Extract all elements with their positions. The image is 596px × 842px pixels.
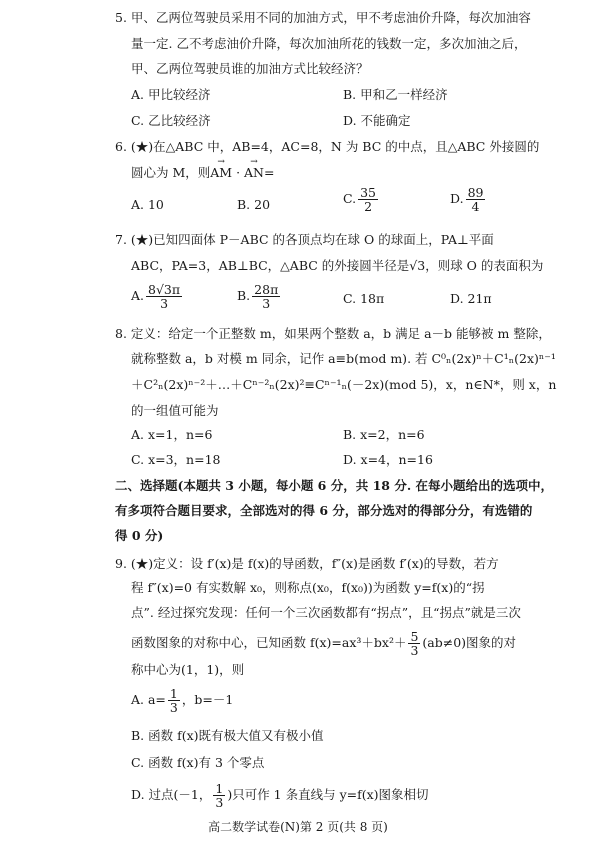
q9-line-3: 点”. 经过探究发现：任何一个三次函数都有“拐点”，且“拐点”就是三次 xyxy=(131,605,521,620)
fraction-numerator: 8√3π xyxy=(148,282,181,297)
q5-option-b: B. 甲和乙一样经济 xyxy=(343,87,448,102)
q5-option-c: C. 乙比较经济 xyxy=(131,113,211,128)
fraction-denominator: 3 xyxy=(160,296,169,311)
vector-am: → AM xyxy=(210,165,232,181)
q6-line-2-text: 圆心为 M，则 xyxy=(131,165,211,180)
fraction-denominator: 3 xyxy=(215,795,224,810)
q5-option-d: D. 不能确定 xyxy=(343,113,411,128)
q9-line-2: 程 f″(x)=0 有实数解 x₀，则称点(x₀，f(x₀))为函数 y=f(x)的“拐 xyxy=(131,580,485,595)
q9-line-4-fraction xyxy=(408,630,420,657)
section-2-heading-line-2: 有多项符合题目要求，全部选对的得 6 分，部分选对的得部分分，有选错的 xyxy=(115,503,533,518)
q9-option-a-tail: ，b=－1 xyxy=(181,692,234,707)
q5-line-3: 甲、乙两位驾驶员谁的加油方式比较经济？ xyxy=(131,61,369,76)
q7-option-c: C. 18π xyxy=(343,291,385,306)
q9-option-d xyxy=(131,782,429,809)
q7-line-1: 7. (★)已知四面体 P－ABC 的各顶点均在球 O 的球面上，PA⊥平面 xyxy=(115,232,494,247)
page-footer: 高二数学试卷(N)第 2 页(共 8 页) xyxy=(208,820,388,834)
q7-option-b xyxy=(237,283,282,310)
q9-line-1: 9. (★)定义：设 f′(x)是 f(x)的导函数，f″(x)是函数 f′(x)的导数，若方 xyxy=(115,556,499,571)
fraction-denominator: 3 xyxy=(262,296,271,311)
q8-option-a: A. x=1，n=6 xyxy=(131,427,213,442)
q8-line-2: 就称整数 a，b 对模 m 同余，记作 a≡b(mod m). 若 C⁰ₙ(2x)ⁿ＋C¹ₙ(2x)ⁿ⁻¹ xyxy=(131,351,556,366)
q9-line-4 xyxy=(131,630,516,657)
q9-option-a-fraction xyxy=(168,687,180,714)
q9-option-d-fraction xyxy=(213,782,225,809)
q6-option-c xyxy=(343,186,380,213)
q5-line-2: 量一定. 乙不考虑油价升降，每次加油所花的钱数一定，多次加油之后， xyxy=(131,36,527,51)
q9-option-b: B. 函数 f(x)既有极大值又有极小值 xyxy=(131,728,324,743)
vector-an: → AN xyxy=(244,165,264,181)
q7-option-b-label: B. xyxy=(237,288,251,303)
q5-option-a: A. 甲比较经济 xyxy=(131,87,211,102)
q9-line-5: 称中心为(1，1)，则 xyxy=(131,662,245,677)
q6-line-1: 6. (★)在△ABC 中，AB=4，AC=8，N 为 BC 的中点，且△ABC 外接圆的 xyxy=(115,139,540,154)
fraction-numerator: 35 xyxy=(360,185,376,200)
q6-option-a: A. 10 xyxy=(131,197,164,212)
q9-option-a-label: A. a= xyxy=(131,692,166,707)
q6-option-d xyxy=(450,186,487,213)
fraction-numerator: 1 xyxy=(169,686,178,701)
q6-option-d-label: D. xyxy=(450,191,464,206)
fraction-denominator: 2 xyxy=(364,199,373,214)
q6-option-c-fraction xyxy=(358,186,378,213)
section-2-heading-line-1: 二、选择题(本题共 3 小题，每小题 6 分，共 18 分. 在每小题给出的选项中， xyxy=(115,478,554,493)
q7-option-a xyxy=(131,283,184,310)
q9-option-a xyxy=(131,687,233,714)
q8-option-c: C. x=3，n=18 xyxy=(131,452,221,467)
q9-option-d-label: D. 过点(－1， xyxy=(131,787,212,802)
q8-option-b: B. x=2，n=6 xyxy=(343,427,425,442)
section-2-heading-line-3: 得 0 分) xyxy=(115,528,164,543)
fraction-denominator: 3 xyxy=(169,700,178,715)
fraction-numerator: 1 xyxy=(215,781,224,796)
fraction-denominator: 4 xyxy=(471,199,480,214)
q7-option-a-label: A. xyxy=(131,288,145,303)
q5-line-1: 5. 甲、乙两位驾驶员采用不同的加油方式，甲不考虑油价升降，每次加油容 xyxy=(115,10,531,25)
fraction-numerator: 5 xyxy=(410,629,419,644)
q7-option-b-fraction xyxy=(252,283,280,310)
fraction-numerator: 28π xyxy=(254,282,279,297)
equals-sign: = xyxy=(264,165,275,180)
q9-line-4-text: 函数图象的对称中心，已知函数 f(x)=ax³＋bx²＋ xyxy=(131,635,407,650)
q6-line-2 xyxy=(131,165,274,181)
q6-option-d-fraction xyxy=(466,186,486,213)
q7-option-a-fraction xyxy=(146,283,182,310)
q6-option-b: B. 20 xyxy=(237,197,271,212)
q6-option-c-label: C. xyxy=(343,191,357,206)
fraction-denominator: 3 xyxy=(410,643,419,658)
q8-option-d: D. x=4，n=16 xyxy=(343,452,433,467)
q9-option-d-tail: )只可作 1 条直线与 y=f(x)图象相切 xyxy=(227,787,429,802)
q9-line-4-tail: (ab≠0)图象的对 xyxy=(422,635,517,650)
q8-line-4: 的一组值可能为 xyxy=(131,403,219,418)
q7-line-2: ABC，PA=3，AB⊥BC，△ABC 的外接圆半径是√3，则球 O 的表面积为 xyxy=(131,258,544,273)
fraction-numerator: 89 xyxy=(467,185,484,200)
q8-line-1: 8. 定义：给定一个正整数 m，如果两个整数 a，b 满足 a－b 能够被 m 整除， xyxy=(115,326,551,341)
q8-line-3: ＋C²ₙ(2x)ⁿ⁻²＋…＋Cⁿ⁻²ₙ(2x)²≡Cⁿ⁻¹ₙ(－2x)(mod 5)，x，n∈N*，则 x，n xyxy=(131,377,557,392)
q7-option-d: D. 21π xyxy=(450,291,492,306)
q9-option-c: C. 函数 f(x)有 3 个零点 xyxy=(131,755,265,770)
dot-product-sign: · xyxy=(232,165,245,180)
